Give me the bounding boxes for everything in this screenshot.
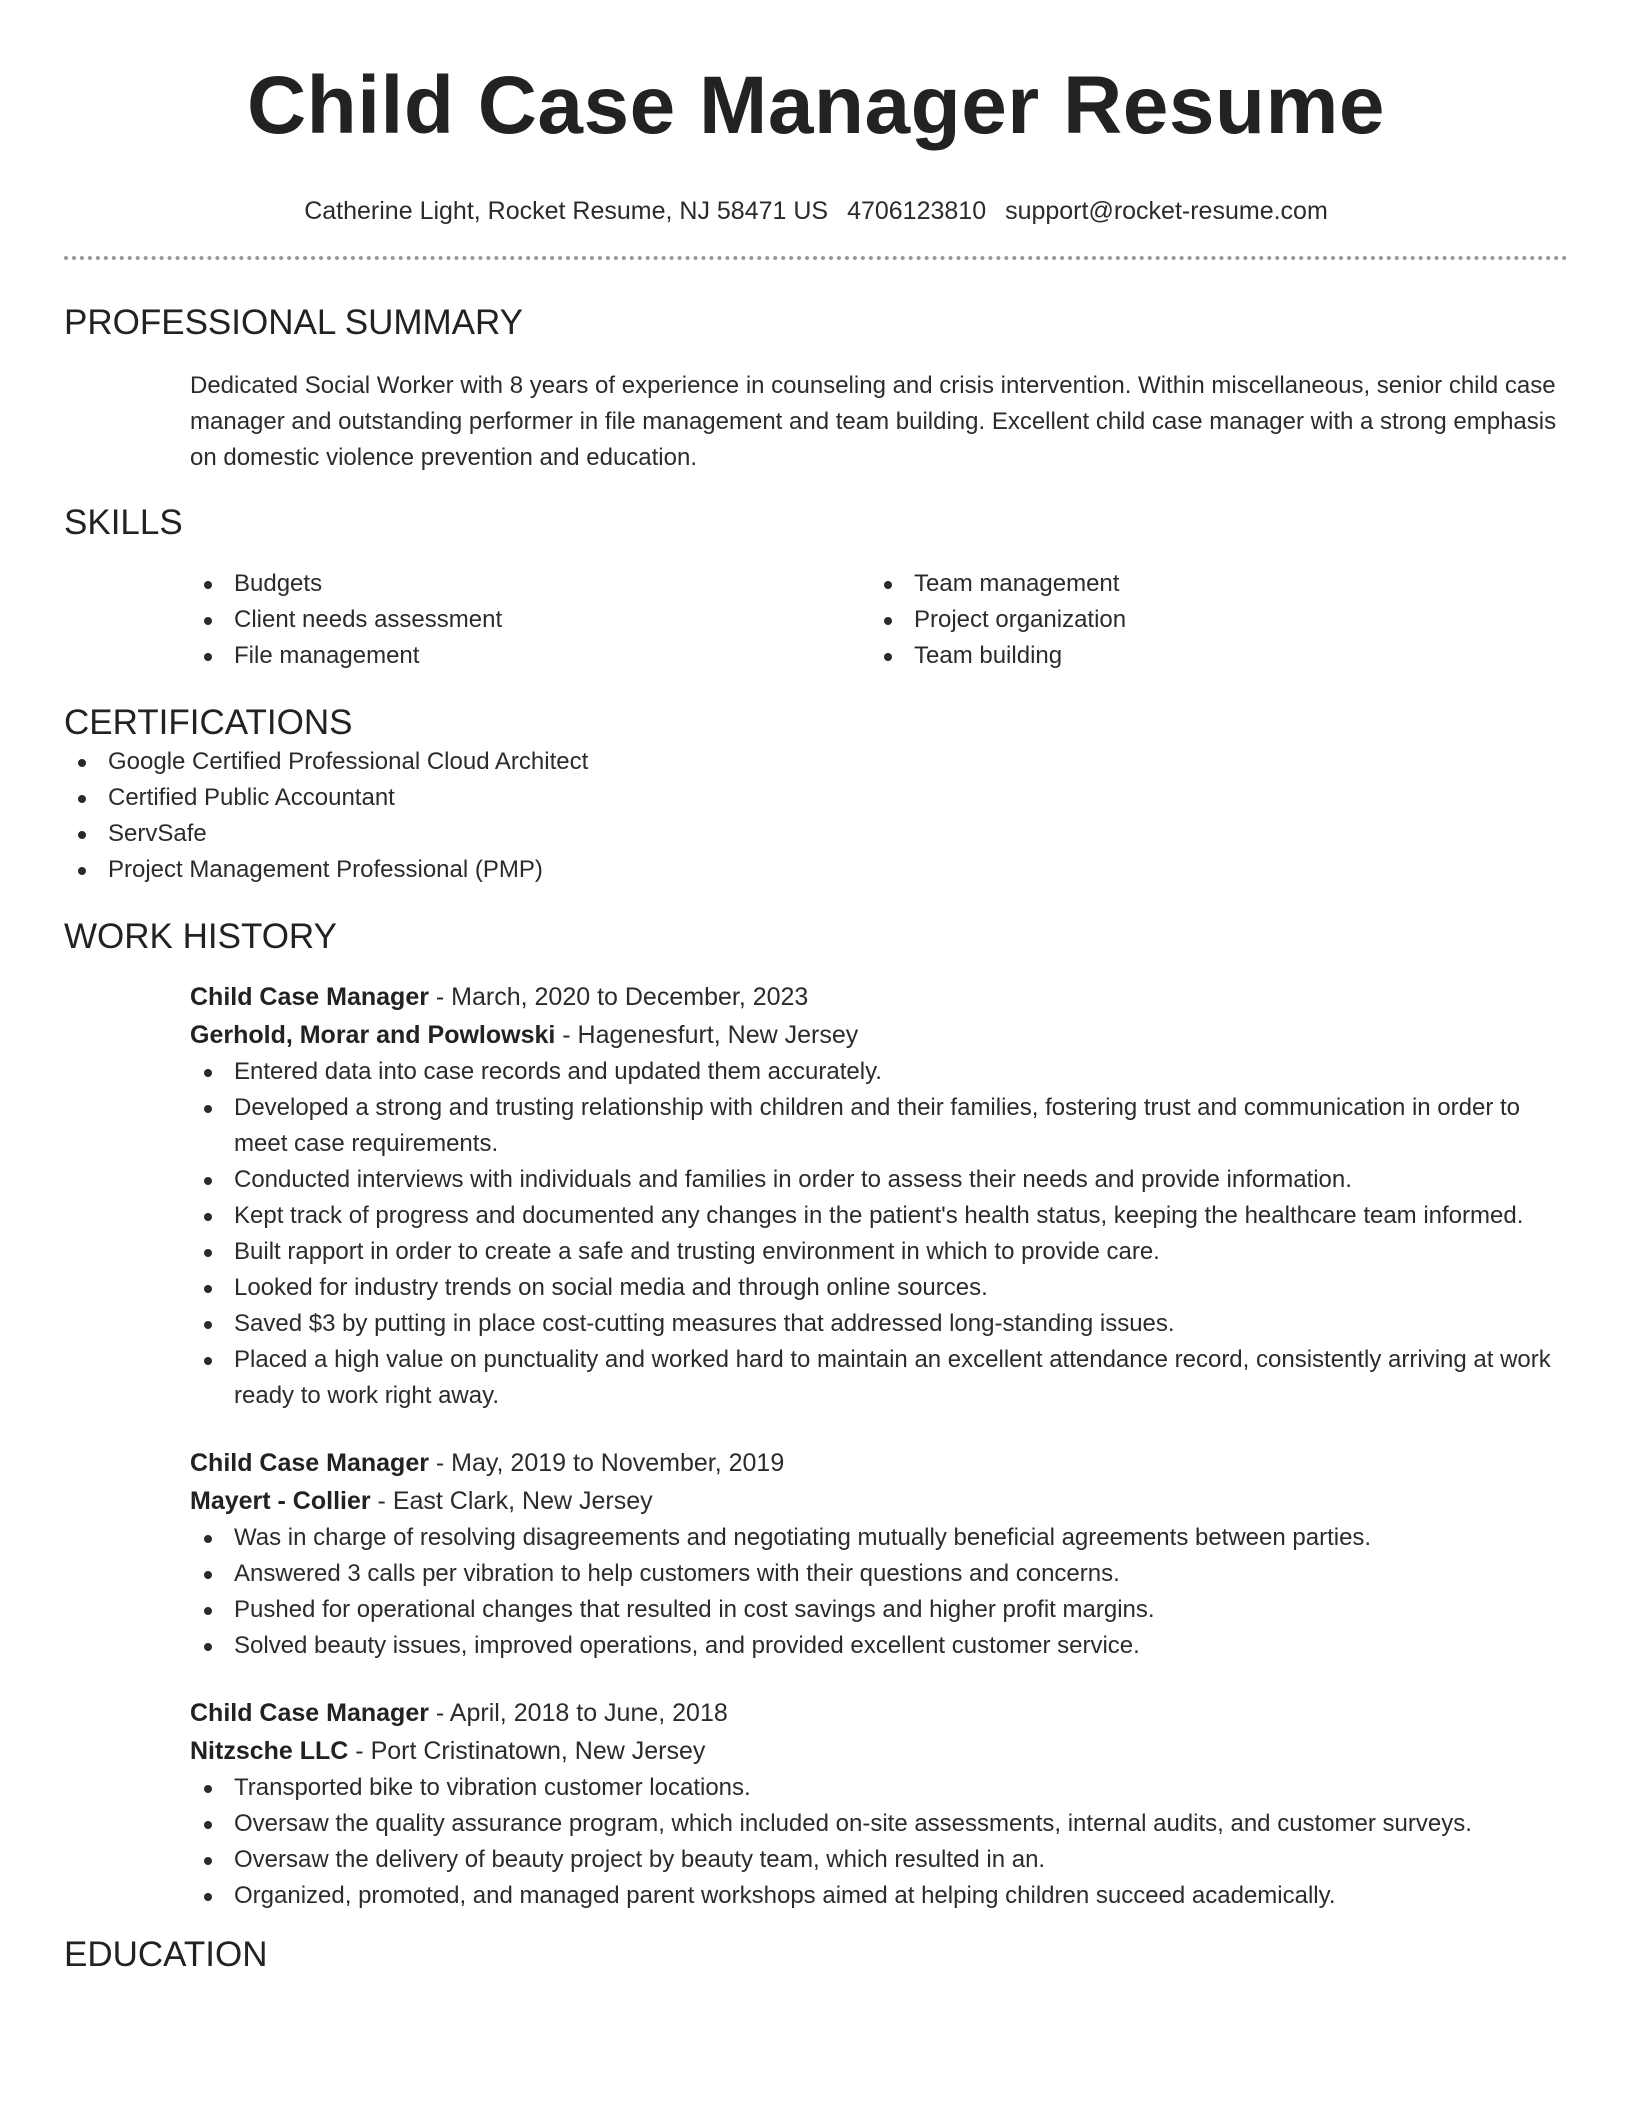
job-duty-text: Oversaw the delivery of beauty project by beauty team, which resulted in an. bbox=[234, 1846, 1046, 1873]
bullet-icon bbox=[204, 1857, 212, 1865]
job-duty-text: Placed a high value on punctuality and worked hard to maintain an excellent attendance record, consistently arriving at work ready to work right away. bbox=[234, 1346, 1551, 1409]
bullet-icon bbox=[204, 1535, 212, 1543]
job-duty-text: Saved $3 by putting in place cost-cutting measures that addressed long-standing issues. bbox=[234, 1310, 1175, 1337]
job-duty-text: Looked for industry trends on social media and through online sources. bbox=[234, 1274, 988, 1301]
job-company: Mayert - Collier bbox=[190, 1487, 371, 1515]
bullet-icon bbox=[204, 617, 212, 625]
certification-item bbox=[64, 780, 1568, 816]
job-location: - Port Cristinatown, New Jersey bbox=[348, 1737, 706, 1765]
skill-item bbox=[870, 638, 1550, 674]
certifications-list bbox=[64, 744, 1568, 888]
job-duty bbox=[190, 1270, 1568, 1306]
section-skills bbox=[64, 502, 1568, 674]
bullet-icon bbox=[204, 1785, 212, 1793]
job-location: - East Clark, New Jersey bbox=[370, 1487, 653, 1515]
section-education bbox=[64, 1934, 1568, 1976]
certification-label: Project Management Professional (PMP) bbox=[108, 856, 543, 883]
job-title-line bbox=[190, 978, 1568, 1016]
bullet-icon bbox=[204, 1893, 212, 1901]
work-history-heading: WORK HISTORY bbox=[64, 917, 337, 956]
job-duty bbox=[190, 1234, 1568, 1270]
job-duty bbox=[190, 1592, 1568, 1628]
job-title: Child Case Manager bbox=[190, 1699, 429, 1727]
job-duty-text: Oversaw the quality assurance program, which included on-site assessments, internal audits, and customer surveys. bbox=[234, 1810, 1472, 1837]
summary-heading: PROFESSIONAL SUMMARY bbox=[64, 303, 523, 342]
summary-text: Dedicated Social Worker with 8 years of experience in counseling and crisis intervention. Within miscellaneous, senior child case manager and outstanding performer in file management and team building. Excellent child case manager with a strong emphasis on domestic violence prevention and education. bbox=[190, 372, 1557, 471]
certification-item bbox=[64, 852, 1568, 888]
resume-title: Child Case Manager Resume bbox=[246, 60, 1386, 151]
bullet-icon bbox=[884, 581, 892, 589]
job-entry bbox=[190, 1694, 1568, 1914]
certification-label: ServSafe bbox=[108, 820, 207, 847]
section-certifications bbox=[64, 702, 1568, 888]
bullet-icon bbox=[204, 1069, 212, 1077]
bullet-icon bbox=[204, 1213, 212, 1221]
job-duty-text: Pushed for operational changes that resulted in cost savings and higher profit margins. bbox=[234, 1596, 1155, 1623]
job-duty-text: Solved beauty issues, improved operations, and provided excellent customer service. bbox=[234, 1632, 1140, 1659]
job-duty-text: Answered 3 calls per vibration to help customers with their questions and concerns. bbox=[234, 1560, 1120, 1587]
skills-grid bbox=[190, 566, 1568, 674]
bullet-icon bbox=[204, 1249, 212, 1257]
job-company-line bbox=[190, 1732, 1568, 1770]
job-entry bbox=[190, 978, 1568, 1414]
job-duty bbox=[190, 1054, 1568, 1090]
job-title: Child Case Manager bbox=[190, 1449, 429, 1477]
bullet-icon bbox=[884, 617, 892, 625]
skill-item bbox=[190, 602, 870, 638]
skill-label: Project organization bbox=[914, 606, 1127, 633]
job-duty-text: Organized, promoted, and managed parent workshops aimed at helping children succeed academically. bbox=[234, 1882, 1336, 1909]
job-duty-text: Kept track of progress and documented any changes in the patient's health status, keeping the healthcare team informed. bbox=[234, 1202, 1524, 1229]
skills-column-2 bbox=[870, 566, 1550, 674]
skill-item bbox=[870, 566, 1550, 602]
job-duty bbox=[190, 1842, 1568, 1878]
job-duties-list bbox=[190, 1054, 1568, 1414]
bullet-icon bbox=[204, 1821, 212, 1829]
contact-email: support@rocket-resume.com bbox=[1005, 197, 1328, 225]
job-duty bbox=[190, 1628, 1568, 1664]
job-duty bbox=[190, 1306, 1568, 1342]
bullet-icon bbox=[204, 1285, 212, 1293]
job-entry bbox=[190, 1444, 1568, 1664]
job-duty bbox=[190, 1198, 1568, 1234]
job-duty-text: Entered data into case records and updated them accurately. bbox=[234, 1058, 882, 1085]
header-divider bbox=[64, 256, 1568, 260]
job-company-line bbox=[190, 1482, 1568, 1520]
bullet-icon bbox=[884, 653, 892, 661]
section-summary bbox=[64, 302, 1568, 476]
bullet-icon bbox=[204, 1177, 212, 1185]
job-duty-text: Conducted interviews with individuals and families in order to assess their needs and provide information. bbox=[234, 1166, 1352, 1193]
certification-label: Certified Public Accountant bbox=[108, 784, 395, 811]
skills-heading: SKILLS bbox=[64, 503, 183, 542]
job-dates: - April, 2018 to June, 2018 bbox=[428, 1699, 728, 1727]
job-dates: - March, 2020 to December, 2023 bbox=[428, 983, 809, 1011]
bullet-icon bbox=[78, 795, 86, 803]
job-duty-text: Developed a strong and trusting relationship with children and their families, fostering trust and communication in order to meet case requirements. bbox=[234, 1094, 1521, 1157]
bullet-icon bbox=[204, 1643, 212, 1651]
bullet-icon bbox=[204, 1105, 212, 1113]
bullet-icon bbox=[78, 831, 86, 839]
job-company-line bbox=[190, 1016, 1568, 1054]
job-duty-text: Transported bike to vibration customer locations. bbox=[234, 1774, 751, 1801]
certifications-heading: CERTIFICATIONS bbox=[64, 703, 353, 742]
bullet-icon bbox=[204, 1571, 212, 1579]
job-company: Gerhold, Morar and Powlowski bbox=[190, 1021, 556, 1049]
contact-phone: 4706123810 bbox=[847, 197, 987, 225]
skill-label: Team building bbox=[914, 642, 1063, 669]
job-duty bbox=[190, 1770, 1568, 1806]
skill-item bbox=[190, 566, 870, 602]
job-duties-list bbox=[190, 1520, 1568, 1664]
contact-line bbox=[64, 196, 1568, 226]
skill-label: Client needs assessment bbox=[234, 606, 503, 633]
education-heading: EDUCATION bbox=[64, 1935, 268, 1974]
skill-label: Budgets bbox=[234, 570, 323, 597]
bullet-icon bbox=[204, 1357, 212, 1365]
job-title-line bbox=[190, 1694, 1568, 1732]
bullet-icon bbox=[204, 1607, 212, 1615]
job-duty bbox=[190, 1342, 1568, 1414]
job-duty-text: Built rapport in order to create a safe and trusting environment in which to provide care. bbox=[234, 1238, 1160, 1265]
bullet-icon bbox=[78, 867, 86, 875]
job-duty bbox=[190, 1806, 1568, 1842]
job-duty bbox=[190, 1556, 1568, 1592]
job-dates: - May, 2019 to November, 2019 bbox=[428, 1449, 785, 1477]
section-work-history bbox=[64, 916, 1568, 1914]
bullet-icon bbox=[78, 759, 86, 767]
job-duty bbox=[190, 1162, 1568, 1198]
skill-label: File management bbox=[234, 642, 420, 669]
job-duty bbox=[190, 1878, 1568, 1914]
job-title-line bbox=[190, 1444, 1568, 1482]
bullet-icon bbox=[204, 653, 212, 661]
job-location: - Hagenesfurt, New Jersey bbox=[555, 1021, 859, 1049]
certification-label: Google Certified Professional Cloud Architect bbox=[108, 748, 589, 775]
job-title: Child Case Manager bbox=[190, 983, 429, 1011]
job-duty-text: Was in charge of resolving disagreements and negotiating mutually beneficial agreements between parties. bbox=[234, 1524, 1372, 1551]
skill-item bbox=[870, 602, 1550, 638]
job-duty bbox=[190, 1520, 1568, 1556]
skill-item bbox=[190, 638, 870, 674]
job-duty bbox=[190, 1090, 1568, 1162]
contact-address: Catherine Light, Rocket Resume, NJ 58471 US bbox=[304, 197, 829, 225]
certification-item bbox=[64, 744, 1568, 780]
skills-column-1 bbox=[190, 566, 870, 674]
bullet-icon bbox=[204, 581, 212, 589]
certification-item bbox=[64, 816, 1568, 852]
job-duties-list bbox=[190, 1770, 1568, 1914]
skill-label: Team management bbox=[914, 570, 1120, 597]
bullet-icon bbox=[204, 1321, 212, 1329]
job-company: Nitzsche LLC bbox=[190, 1737, 349, 1765]
